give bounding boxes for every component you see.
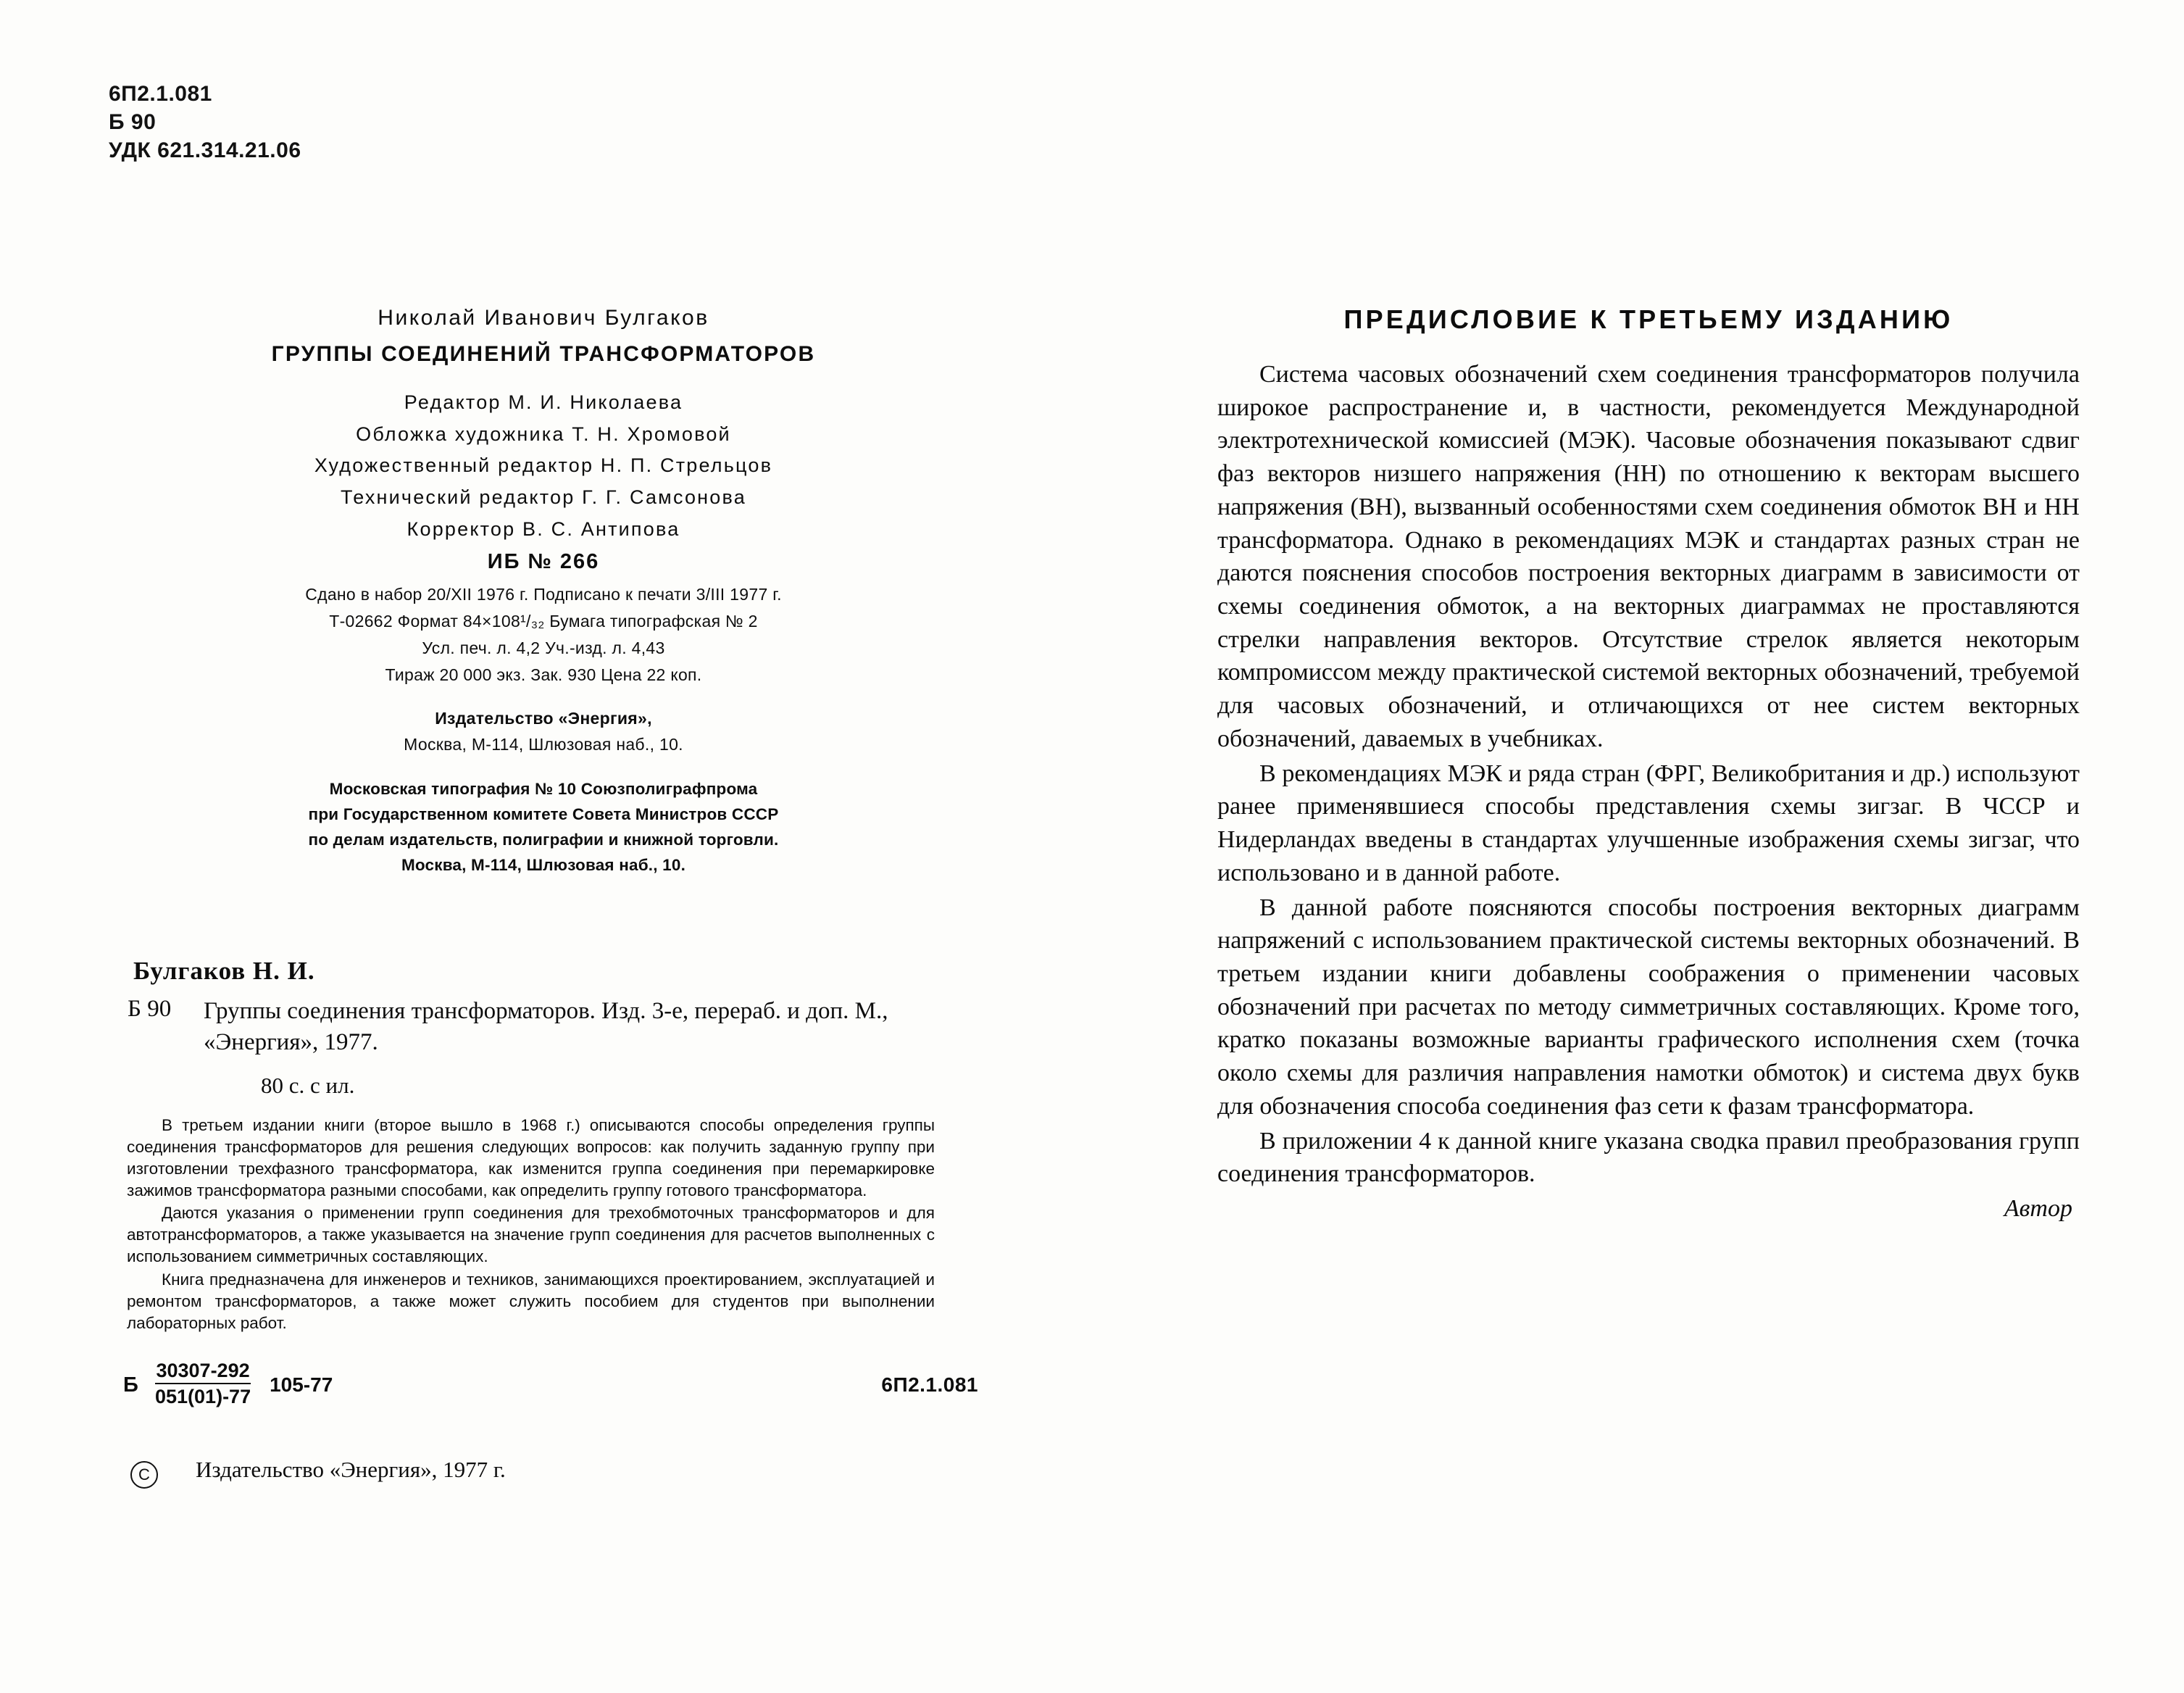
staff-technical-editor: Технический редактор Г. Г. Самсонова <box>341 486 746 509</box>
classmark-udk: УДК 621.314.21.06 <box>109 138 301 162</box>
classmark-shelf: Б 90 <box>109 110 157 134</box>
imprint-publisher <box>141 705 946 759</box>
classmark-block <box>109 80 1029 165</box>
imprint-block <box>141 306 946 878</box>
annotation-paragraph: Даются указания о применении групп соединения для трехобмоточных трансформаторов и для автотрансформаторов, а также указывается на значение групп соединения для расчетов выполненных с использованием симметричных составляющих. <box>127 1204 935 1266</box>
publisher-address: Москва, М-114, Шлюзовая наб., 10. <box>404 735 683 754</box>
imprint-printer <box>141 777 946 878</box>
cip-pages: 80 с. с ил. <box>261 1072 355 1098</box>
copyright-text: Издательство «Энергия», 1977 г. <box>196 1456 506 1482</box>
cip-author: Булгаков Н. И. <box>133 956 315 985</box>
tech-line-2: Т-02662 Формат 84×108¹/₃₂ Бумага типографская № 2 <box>329 611 758 631</box>
staff-art-editor: Художественный редактор Н. П. Стрельцов <box>314 454 773 477</box>
imprint-ib-number: ИБ № 266 <box>487 549 600 573</box>
cip-description: Группы соединения трансформаторов. Изд. 3-е, перераб. и доп. М., «Энергия», 1977. <box>204 997 888 1055</box>
cip-footer <box>123 1359 978 1409</box>
staff-editor: Редактор М. И. Николаева <box>404 391 683 413</box>
cip-block <box>123 957 978 1486</box>
staff-cover-artist: Обложка художника Т. Н. Хромовой <box>356 423 731 445</box>
cip-footer-classmark: 6П2.1.081 <box>881 1373 978 1396</box>
printer-line-1: Московская типография № 10 Союзполиграфпрома <box>329 780 758 799</box>
publisher-name: Издательство «Энергия», <box>435 708 652 728</box>
imprint-title: ГРУППЫ СОЕДИНЕНИЙ ТРАНСФОРМАТОРОВ <box>271 342 816 366</box>
preface-paragraph: Система часовых обозначений схем соединения трансформаторов получила широкое распространение и, в частности, рекомендуется Международной электротехнической комиссией (МЭК). Часовые обозначения показывают сдвиг фаз векторов низшего напряжения (НН) по отношению к векторам высшего напряжения (ВН), вызванный особенностями схем соединения обмоток ВН и НН трансформатора. Однако в рекомендациях МЭК и стандартах разных стран не даются пояснения способов построения векторных диаграмм в зависимости от схемы соединения обмоток, а на векторных диаграммах не проставляются стрелки направления векторов. Отсутствие стрелок является некоторым компромиссом между практической системой векторных обозначений, требуемой для часовых обозначений, и отличающихся от нее систем векторных обозначений, даваемых в учебниках. <box>1217 361 2080 752</box>
tech-line-4: Тираж 20 000 экз. Зак. 930 Цена 22 коп. <box>385 665 702 685</box>
preface-signature: Автор <box>2004 1194 2072 1222</box>
copyright-icon: C <box>130 1461 158 1489</box>
fraction-denominator: 051(01)-77 <box>155 1383 251 1409</box>
printer-line-2: при Государственном комитете Совета Министров СССР <box>308 805 779 824</box>
cip-entry <box>123 996 978 1058</box>
annotation-paragraph: Книга предназначена для инженеров и техников, занимающихся проектированием, эксплуатацией и ремонтом трансформаторов, а также может служить пособием для студентов при выполнении лабораторных работ. <box>127 1270 935 1332</box>
cip-footer-fraction <box>155 1359 251 1409</box>
staff-proofreader: Корректор В. С. Антипова <box>407 517 680 540</box>
copyright-line <box>130 1457 978 1486</box>
preface-heading: ПРЕДИСЛОВИЕ К ТРЕТЬЕМУ ИЗДАНИЮ <box>1343 304 1954 334</box>
annotation-paragraph: В третьем издании книги (второе вышло в 1968 г.) описываются способы определения группы соединения трансформаторов для решения следующих вопросов: как получить заданную группу при изготовлении трехфазного трансформатора, как изменится группа соединения при перемаркировке зажимов трансформатора разными способами, как определить группу готового трансформатора. <box>127 1115 935 1199</box>
fraction-numerator: 30307-292 <box>156 1359 250 1381</box>
imprint-staff <box>141 387 946 546</box>
printer-line-3: по делам издательств, полиграфии и книжной торговли. <box>308 831 779 849</box>
preface-paragraph: В данной работе поясняются способы построения векторных диаграмм напряжений с использованием практической системы векторных обозначений. В третьем издании книги добавлены соображения о применении часовых обозначений при расчетах по методу симметричных составляющих. Кроме того, кратко показаны возможные варианты графического исполнения схем (точка около схемы для различия направления намотки обмоток) и система двух букв для обозначения способа соединения фаз сети к фазам трансформатора. <box>1217 894 2080 1120</box>
tech-line-1: Сдано в набор 20/XII 1976 г. Подписано к печати 3/III 1977 г. <box>305 584 782 604</box>
tech-line-3: Усл. печ. л. 4,2 Уч.-изд. л. 4,43 <box>422 638 665 658</box>
preface-paragraph: В рекомендациях МЭК и ряда стран (ФРГ, Великобритания и др.) используют ранее применявшиеся способы представления схемы зигзаг. В ЧССР и Нидерландах введены в стандартах улучшенные изображения схемы зигзаг, что использовано и в данной работе. <box>1217 760 2080 886</box>
classmark-udk-top: 6П2.1.081 <box>109 82 212 106</box>
left-column <box>109 80 1029 1486</box>
cip-annotation <box>127 1115 935 1334</box>
cip-footer-plate: 105-77 <box>270 1373 333 1396</box>
preface-paragraph: В приложении 4 к данной книге указана сводка правил преобразования групп соединения трансформаторов. <box>1217 1127 2080 1188</box>
right-column <box>1217 304 2080 1223</box>
cip-footer-letter: Б <box>123 1373 138 1397</box>
cip-sign: Б 90 <box>128 995 172 1022</box>
imprint-author: Николай Иванович Булгаков <box>378 306 709 330</box>
printer-line-4: Москва, М-114, Шлюзовая наб., 10. <box>401 855 686 874</box>
imprint-technical <box>141 581 946 689</box>
